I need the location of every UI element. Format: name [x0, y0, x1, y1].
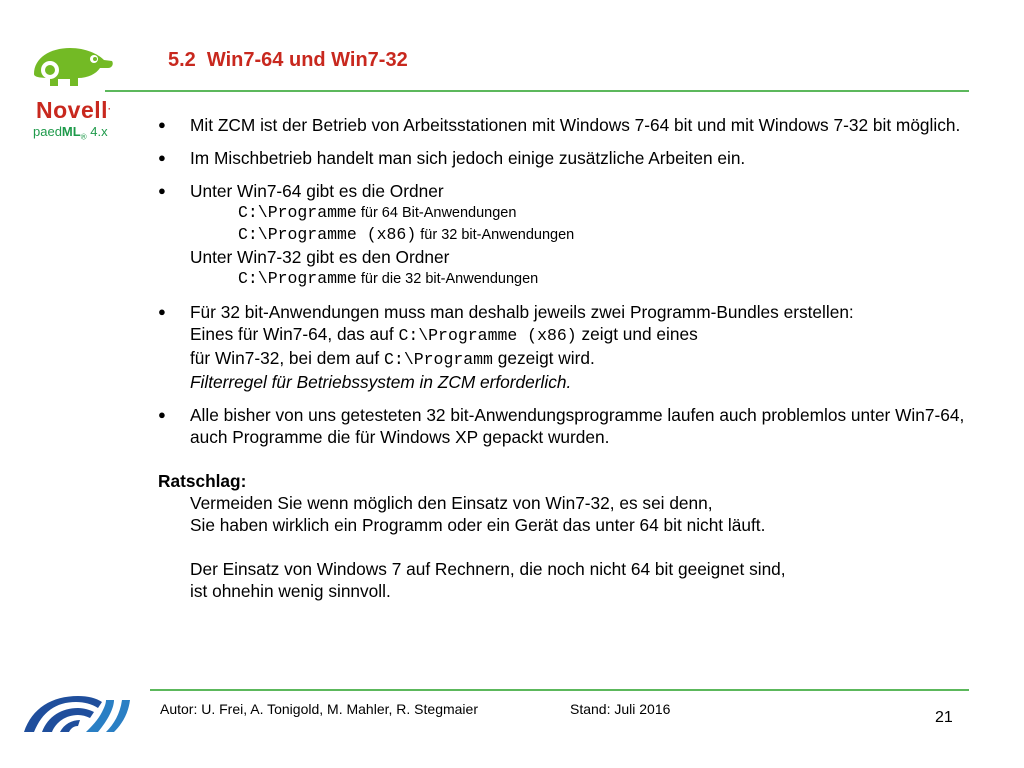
advice-line: Vermeiden Sie wenn möglich den Einsatz von Win7-32, es sei denn, [190, 493, 713, 513]
bullet-text: gezeigt wird. [492, 348, 595, 368]
novell-logo-text: Novell [36, 97, 109, 123]
novell-logo-mark: . [108, 101, 112, 112]
advice-line: ist ohnehin wenig sinnvoll. [190, 581, 391, 601]
advice-line: Der Einsatz von Windows 7 auf Rechnern, die noch nicht 64 bit geeignet sind, [190, 559, 786, 579]
folder-note: für 32 bit-Anwendungen [416, 227, 575, 243]
landesmedienzentrum-logo [22, 690, 134, 734]
bullet-text: zeigt und eines [576, 324, 698, 344]
slide-content [158, 114, 968, 602]
folder-note: für 64 Bit-Anwendungen [356, 205, 517, 221]
paedml-version: 4.x [86, 124, 108, 139]
folder-note: für die 32 bit-Anwendungen [356, 271, 539, 287]
header-rule [105, 90, 969, 92]
opensuse-gecko-logo [28, 44, 114, 90]
bullet-text: Unter Win7-32 gibt es den Ordner [190, 247, 450, 267]
folder-entry [190, 202, 968, 224]
bullet-text: Mit ZCM ist der Betrieb von Arbeitsstationen mit Windows 7-64 bit und mit Windows 7-32 bit möglich. [190, 115, 961, 135]
advice-line: Sie haben wirklich ein Programm oder ein Gerät das unter 64 bit nicht läuft. [190, 515, 766, 535]
page-number: 21 [935, 709, 953, 726]
bullet-italic-note: Filterregel für Betriebssystem in ZCM erforderlich. [190, 372, 572, 392]
paedml-bold: ML [61, 124, 81, 139]
footer-date: Stand: Juli 2016 [570, 701, 671, 717]
bullet-dot-icon: ● [158, 407, 166, 422]
advice-spacer [190, 536, 968, 558]
paedml-logo [33, 124, 108, 142]
folder-path: C:\Programme (x86) [238, 225, 417, 244]
bullet-dot-icon: ● [158, 150, 166, 165]
bullet-line [190, 347, 968, 371]
folder-path: C:\Programme (x86) [398, 326, 577, 345]
bullet-text: Für 32 bit-Anwendungen muss man deshalb jeweils zwei Programm-Bundles erstellen: [190, 302, 854, 322]
bullet-dot-icon: ● [158, 304, 166, 319]
bullet-text: Unter Win7-64 gibt es die Ordner [190, 181, 444, 201]
paedml-registered: ® [80, 132, 87, 142]
bullet-dot-icon: ● [158, 117, 166, 132]
paedml-prefix: paed [33, 124, 62, 139]
folder-path: C:\Programme [238, 269, 357, 288]
bullet-text: für Win7-32, bei dem auf [190, 348, 385, 368]
footer-authors: Autor: U. Frei, A. Tonigold, M. Mahler, R. Stegmaier [160, 701, 478, 717]
advice-heading: Ratschlag: [158, 471, 247, 491]
page-title: 5.2 Win7-64 und Win7-32 [168, 49, 408, 71]
bullet-dot-icon: ● [158, 183, 166, 198]
list-item [158, 301, 968, 393]
footer-rule [150, 689, 969, 691]
list-item [158, 114, 968, 136]
folder-entry [190, 224, 968, 246]
bullet-text: Alle bisher von uns getesteten 32 bit-Anwendungsprogramme laufen auch problemlos unter Win7-64, auch Programme die für Windows XP gepackt wurden. [190, 405, 965, 447]
bullet-line [190, 323, 968, 347]
folder-path: C:\Programm [384, 350, 493, 369]
advice-body [158, 492, 968, 602]
list-item [158, 180, 968, 290]
novell-logo [36, 97, 111, 124]
list-item [158, 404, 968, 448]
folder-entry [190, 268, 968, 290]
folder-path: C:\Programme [238, 203, 357, 222]
bullet-text: Im Mischbetrieb handelt man sich jedoch einige zusätzliche Arbeiten ein. [190, 148, 746, 168]
bullet-text: Eines für Win7-64, das auf [190, 324, 399, 344]
list-item [158, 147, 968, 169]
